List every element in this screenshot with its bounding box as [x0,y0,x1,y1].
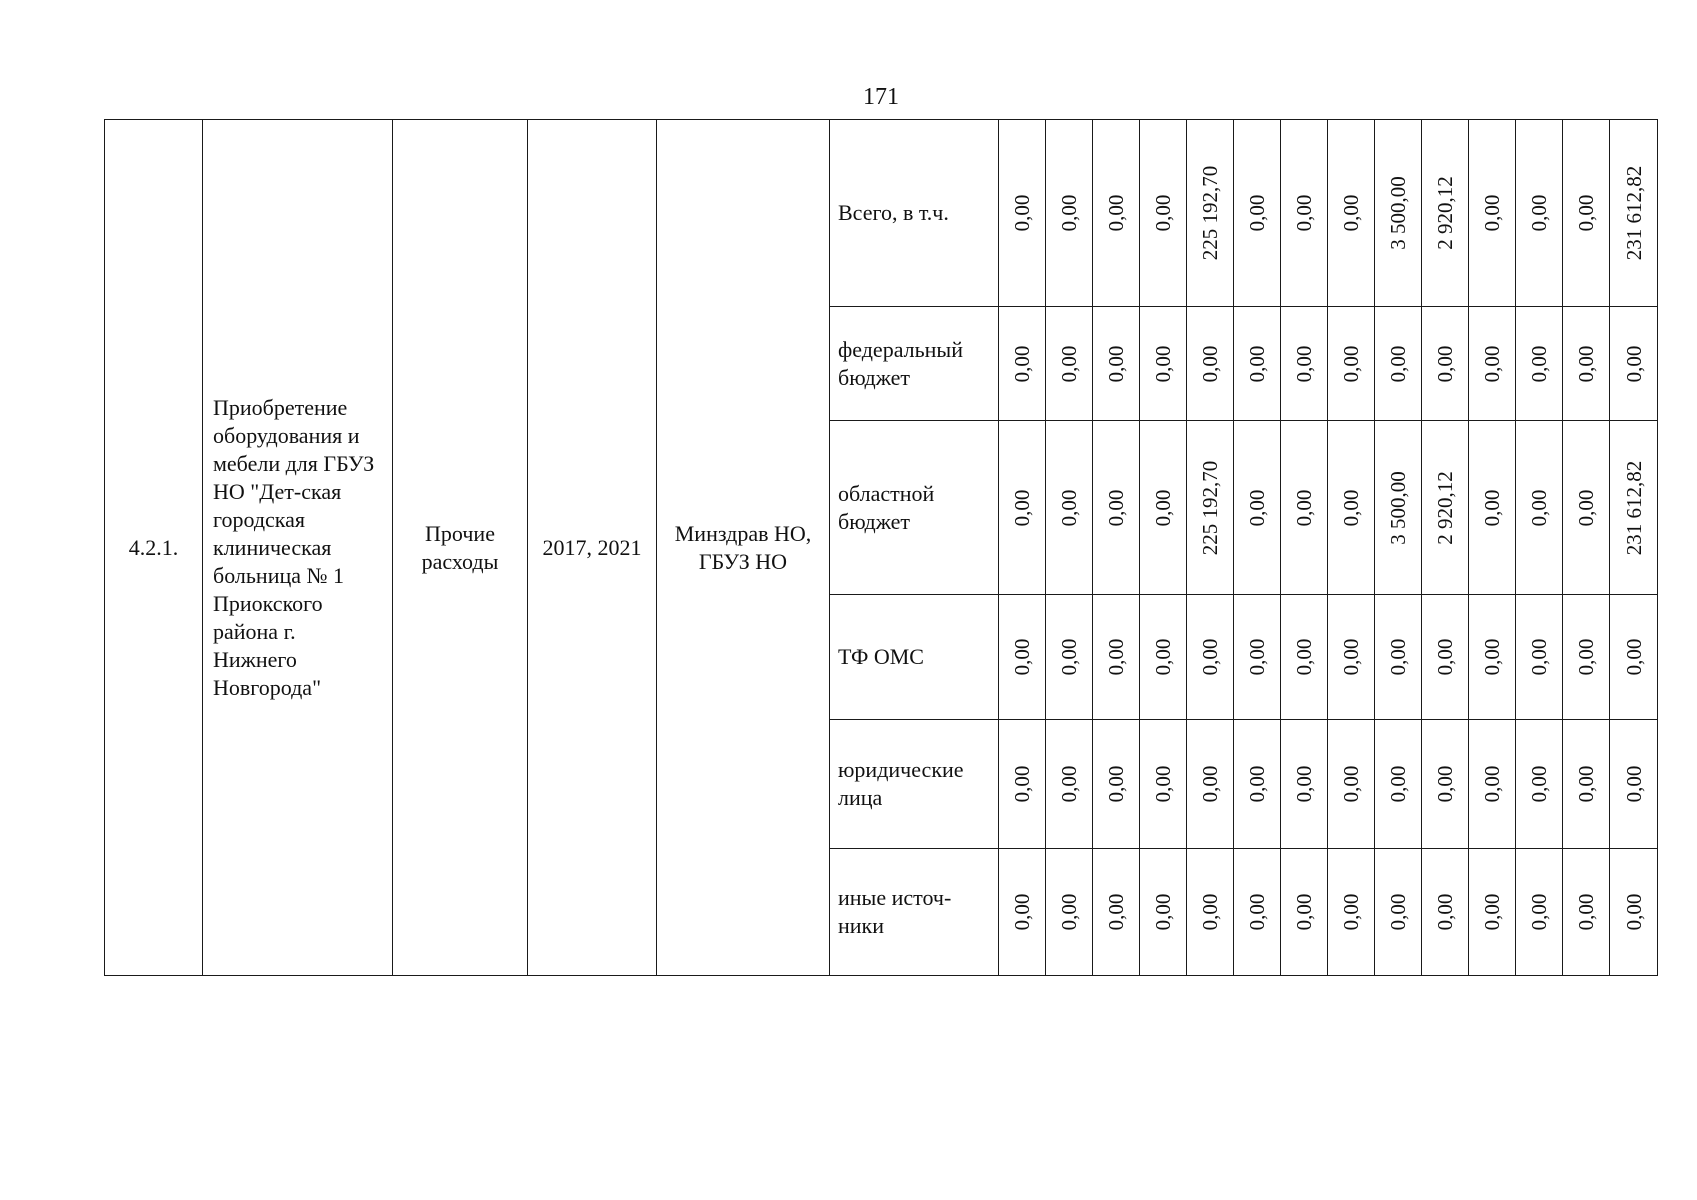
value-cell [1187,849,1234,976]
amount-value: 0,00 [1010,194,1034,232]
value-cell [1469,595,1516,720]
value-cell [1610,421,1658,595]
value-cell [1140,307,1187,421]
value-cell [1375,849,1422,976]
value-cell [1187,307,1234,421]
value-cell [1469,421,1516,595]
amount-value: 0,00 [1621,638,1646,676]
amount-value: 0,00 [1339,345,1363,382]
amount-value: 0,00 [1433,638,1457,676]
amount-value: 0,00 [1104,489,1128,526]
value-cell [1187,595,1234,720]
code-cell: 4.2.1. [105,120,203,976]
amount-value: 0,00 [1151,345,1175,382]
value-cell [1516,421,1563,595]
amount-value: 231 612,82 [1621,460,1646,555]
value-cell [1046,120,1093,307]
budget-table [104,119,1658,976]
amount-value: 0,00 [1574,345,1598,382]
amount-value: 0,00 [1433,765,1457,803]
amount-value: 225 192,70 [1198,460,1222,555]
amount-value: 0,00 [1339,893,1363,931]
value-cell [1469,307,1516,421]
amount-value: 0,00 [1527,489,1551,526]
value-cell [1469,120,1516,307]
value-cell [1375,595,1422,720]
amount-value: 0,00 [1010,893,1034,931]
amount-value: 0,00 [1527,765,1551,803]
source-label: федеральный бюджет [830,307,999,421]
value-cell [999,595,1046,720]
amount-value: 0,00 [1339,489,1363,526]
value-cell [1234,849,1281,976]
amount-value: 0,00 [1057,345,1081,382]
value-cell [999,849,1046,976]
amount-value: 0,00 [1480,638,1504,676]
amount-value: 0,00 [1386,893,1410,931]
table-row [105,120,1658,307]
years-cell: 2017, 2021 [528,120,657,976]
value-cell [1516,120,1563,307]
value-cell [1469,720,1516,849]
value-cell [1563,120,1610,307]
amount-value: 0,00 [1292,765,1316,803]
value-cell [999,120,1046,307]
amount-value: 0,00 [1245,194,1269,232]
value-cell [1328,720,1375,849]
value-cell [1046,595,1093,720]
value-cell [1281,307,1328,421]
value-cell [1563,595,1610,720]
amount-value: 0,00 [1433,345,1457,382]
source-label: Всего, в т.ч. [830,120,999,307]
source-label: областной бюджет [830,421,999,595]
value-cell [1046,720,1093,849]
value-cell [1140,849,1187,976]
value-cell [1375,421,1422,595]
value-cell [1516,307,1563,421]
amount-value: 0,00 [1245,638,1269,676]
amount-value: 0,00 [1527,638,1551,676]
value-cell [1375,720,1422,849]
amount-value: 0,00 [1527,345,1551,382]
value-cell [1093,120,1140,307]
amount-value: 0,00 [1480,765,1504,803]
value-cell [1281,120,1328,307]
amount-value: 0,00 [1339,765,1363,803]
amount-value: 0,00 [1104,638,1128,676]
value-cell [1422,307,1469,421]
amount-value: 0,00 [1245,489,1269,526]
amount-value: 0,00 [1292,893,1316,931]
value-cell [1328,307,1375,421]
amount-value: 0,00 [1574,893,1598,931]
amount-value: 0,00 [1621,345,1646,382]
value-cell [1516,720,1563,849]
amount-value: 0,00 [1574,638,1598,676]
amount-value: 225 192,70 [1198,165,1222,261]
amount-value: 0,00 [1104,765,1128,803]
value-cell [999,307,1046,421]
amount-value: 0,00 [1574,489,1598,526]
amount-value: 0,00 [1574,194,1598,232]
value-cell [1422,720,1469,849]
amount-value: 0,00 [1057,765,1081,803]
value-cell [1281,720,1328,849]
value-cell [1610,595,1658,720]
amount-value: 0,00 [1292,345,1316,382]
value-cell [1046,421,1093,595]
value-cell [1281,421,1328,595]
amount-value: 2 920,12 [1433,470,1457,545]
amount-value: 0,00 [1245,893,1269,931]
amount-value: 0,00 [1480,893,1504,931]
value-cell [1093,720,1140,849]
value-cell [1046,849,1093,976]
value-cell [1140,595,1187,720]
value-cell [1563,849,1610,976]
amount-value: 0,00 [1621,765,1646,803]
value-cell [1563,307,1610,421]
value-cell [1328,849,1375,976]
value-cell [1234,421,1281,595]
value-cell [1610,720,1658,849]
amount-value: 0,00 [1057,489,1081,526]
amount-value: 0,00 [1010,765,1034,803]
value-cell [1328,120,1375,307]
value-cell [1422,595,1469,720]
value-cell [1610,849,1658,976]
source-label: юридические лица [830,720,999,849]
value-cell [1610,120,1658,307]
value-cell [1422,849,1469,976]
amount-value: 0,00 [1010,489,1034,526]
amount-value: 0,00 [1151,893,1175,931]
amount-value: 0,00 [1010,345,1034,382]
value-cell [1281,849,1328,976]
executor-cell: Минздрав НО, ГБУЗ НО [657,120,830,976]
value-cell [1093,307,1140,421]
amount-value: 0,00 [1245,765,1269,803]
value-cell [1422,421,1469,595]
value-cell [1234,720,1281,849]
value-cell [999,421,1046,595]
value-cell [1140,120,1187,307]
value-cell [1093,849,1140,976]
amount-value: 0,00 [1339,638,1363,676]
source-label: иные источ-ники [830,849,999,976]
amount-value: 0,00 [1386,345,1410,382]
value-cell [1375,120,1422,307]
value-cell [1516,849,1563,976]
amount-value: 0,00 [1104,194,1128,232]
amount-value: 0,00 [1527,194,1551,232]
amount-value: 231 612,82 [1621,165,1646,261]
value-cell [1093,595,1140,720]
amount-value: 0,00 [1057,194,1081,232]
amount-value: 0,00 [1057,638,1081,676]
amount-value: 0,00 [1151,765,1175,803]
amount-value: 0,00 [1104,345,1128,382]
page-number: 171 [863,84,899,110]
amount-value: 0,00 [1057,893,1081,931]
amount-value: 3 500,00 [1386,470,1410,545]
amount-value: 0,00 [1386,638,1410,676]
value-cell [1140,421,1187,595]
amount-value: 0,00 [1574,765,1598,803]
amount-value: 0,00 [1198,345,1222,382]
value-cell [1563,421,1610,595]
amount-value: 0,00 [1151,489,1175,526]
amount-value: 0,00 [1010,638,1034,676]
expense-type-cell: Прочие расходы [393,120,528,976]
amount-value: 0,00 [1198,765,1222,803]
amount-value: 3 500,00 [1386,176,1410,250]
value-cell [1046,307,1093,421]
amount-value: 0,00 [1621,893,1646,931]
amount-value: 0,00 [1527,893,1551,931]
amount-value: 2 920,12 [1433,176,1457,250]
amount-value: 0,00 [1339,194,1363,232]
value-cell [999,720,1046,849]
value-cell [1234,595,1281,720]
amount-value: 0,00 [1151,194,1175,232]
value-cell [1610,307,1658,421]
amount-value: 0,00 [1480,194,1504,232]
value-cell [1187,120,1234,307]
amount-value: 0,00 [1386,765,1410,803]
value-cell [1516,595,1563,720]
value-cell [1140,720,1187,849]
value-cell [1563,720,1610,849]
amount-value: 0,00 [1292,638,1316,676]
value-cell [1422,120,1469,307]
value-cell [1187,720,1234,849]
title-cell: Приобретение оборудования и мебели для ГБУЗ НО "Дет-ская городская клиническая больница № 1 Приокского района г. Нижнего Новгорода" [203,120,393,976]
value-cell [1187,421,1234,595]
amount-value: 0,00 [1292,194,1316,232]
amount-value: 0,00 [1292,489,1316,526]
amount-value: 0,00 [1151,638,1175,676]
value-cell [1093,421,1140,595]
amount-value: 0,00 [1245,345,1269,382]
value-cell [1234,307,1281,421]
amount-value: 0,00 [1104,893,1128,931]
amount-value: 0,00 [1480,489,1504,526]
value-cell [1375,307,1422,421]
source-label: ТФ ОМС [830,595,999,720]
amount-value: 0,00 [1480,345,1504,382]
amount-value: 0,00 [1433,893,1457,931]
value-cell [1281,595,1328,720]
amount-value: 0,00 [1198,638,1222,676]
value-cell [1469,849,1516,976]
amount-value: 0,00 [1198,893,1222,931]
value-cell [1234,120,1281,307]
value-cell [1328,421,1375,595]
value-cell [1328,595,1375,720]
